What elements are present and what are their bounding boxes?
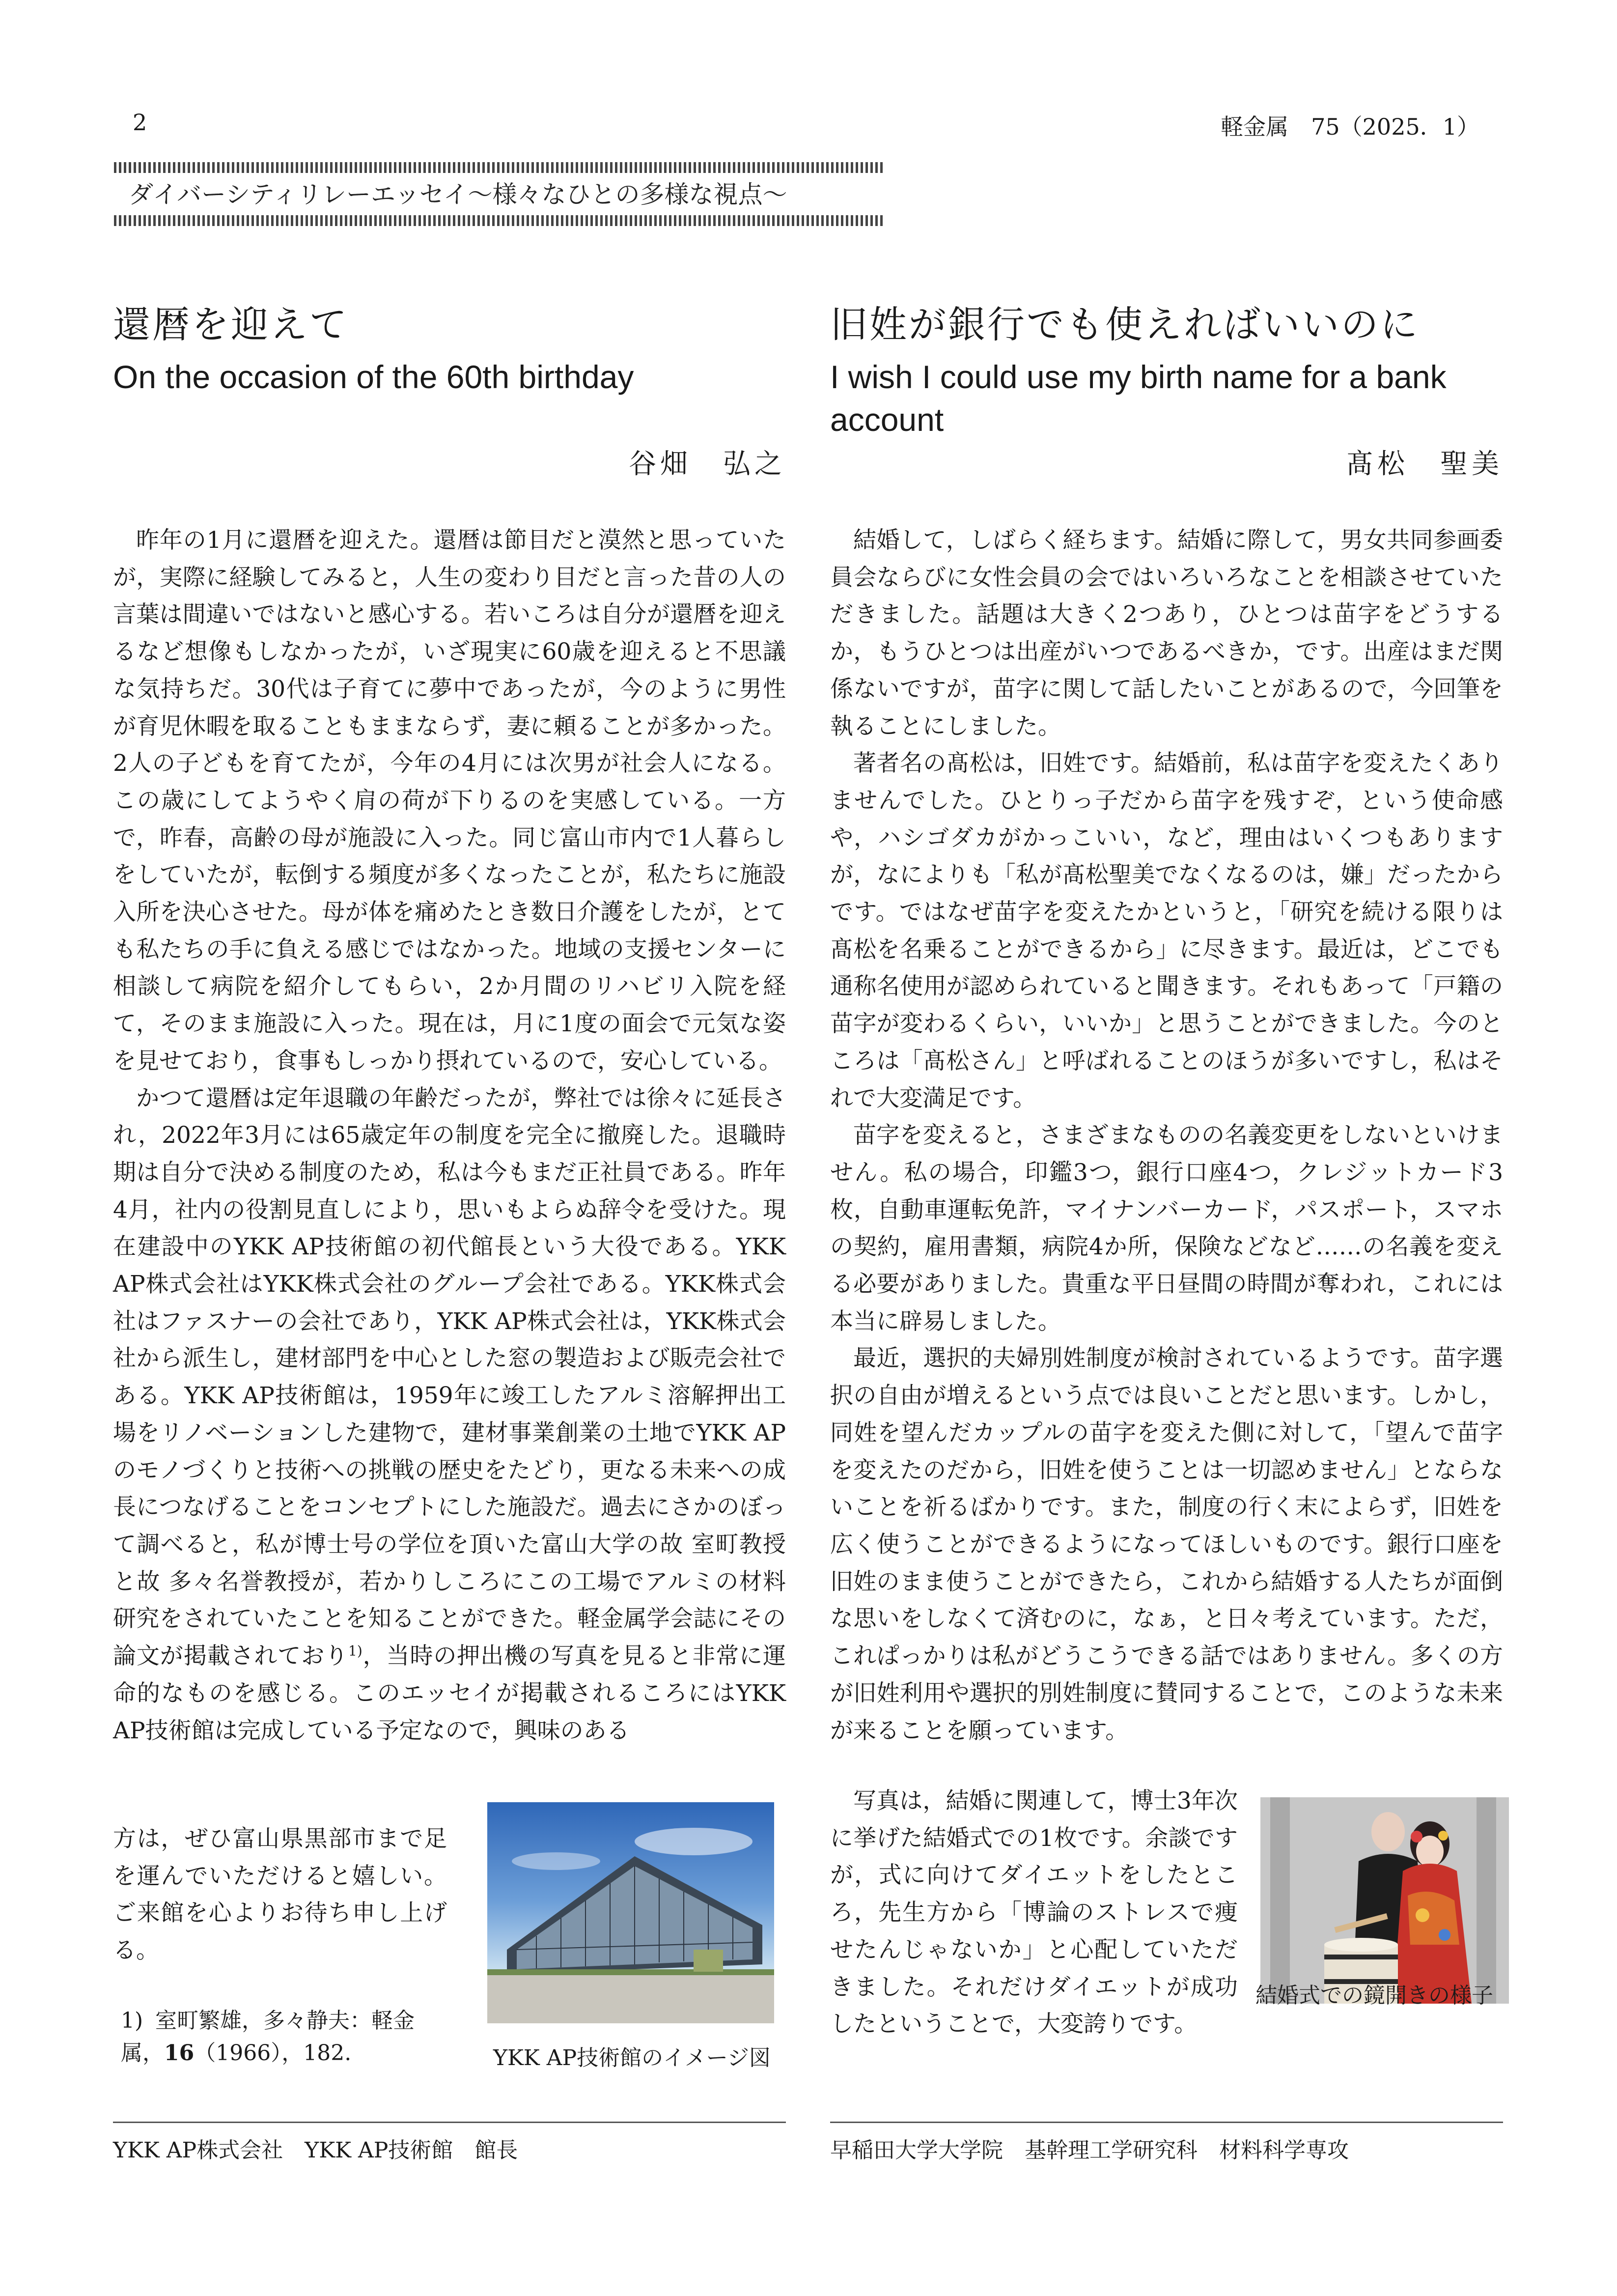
left-title-en: On the occasion of the 60th birthday (113, 359, 634, 395)
right-title-ja: 旧姓が銀行でも使えればいいのに (830, 303, 1420, 346)
banner-top-stripe (114, 162, 884, 173)
wedding-photo-caption: 結婚式での鏡開きの様子 (1255, 1983, 1493, 2008)
footnote-text-b: （1966），182. (194, 2041, 352, 2066)
journal-citation: 軽金属 75（2025．1） (1221, 113, 1479, 140)
right-affiliation: 早稲田大学大学院 基幹理工学研究科 材料科学専攻 (830, 2138, 1349, 2163)
footnote (121, 2005, 440, 2069)
wedding-illustration (1260, 1797, 1509, 2004)
right-paragraph-1: 結婚して，しばらく経ちます。結婚に際して，男女共同参画委員会ならびに女性会員の会ではいろいろなことを相談させていただきました。話題は大きく2つあり，ひとつは苗字をどうするか，もうひとつは出産がいつであるべきか，です。出産はまだ関係ないですが，苗字に関して話したいことがあるので，今回筆を執ることにしました。 (830, 527, 1503, 740)
footnote-ref: 1) (348, 1643, 362, 1659)
left-paragraph-2a: かつて還暦は定年退職の年齢だったが，弊社では徐々に延長され，2022年3月には65歳定年の制度を完全に撤廃した。退職時期は自分で決める制度のため，私は今もまだ正社員である。昨年4月，社内の役割見直しにより，思いもよらぬ辞令を受けた。現在建設中のYKK AP技術館の初代館長という大役である。YKK AP株式会社はYKK株式会社のグループ会社である。YKK株式会社はファスナーの会社であり，YKK AP株式会社は，YKK株式会社から派生し，建材部門を中心とした窓の製造および販売会社である。YKK AP技術館は，1959年に竣工したアルミ溶解押出工場をリノベーションした建物で，建材事業創業の土地でYKK APのモノづくりと技術への挑戦の歴史をたどり，更なる未来への成長につなげることをコンセプトにした施設だ。過去にさかのぼって調べると，私が博士号の学位を頂いた富山大学の故 室町教授と故 多々名誉教授が，若かりしころにこの工場でアルミの材料研究をされていたことを知ることができた。軽金属学会誌にその論文が掲載されており (113, 1084, 786, 1670)
left-footer-rule (113, 2122, 786, 2123)
right-paragraph-3: 苗字を変えると，さまざまなものの名義変更をしないといけません。私の場合，印鑑3つ，銀行口座4つ，クレジットカード3枚，自動車運転免許，マイナンバーカード，パスポート，スマホの契約，雇用書類，病院4か所，保険などなど……の名義を変える必要がありました。貴重な平日昼間の時間が奪われ，これには本当に辟易しました。 (830, 1122, 1503, 1335)
right-body (830, 522, 1503, 1749)
right-body-continued (830, 1783, 1238, 2043)
left-author: 谷畑 弘之 (629, 448, 786, 480)
building-photo (487, 1802, 774, 2023)
left-paragraph-2b: ，当時の押出機の写真を見ると非常に運命的なものを感じる。このエッセイが掲載されるころにはYKK AP技術館は完成している予定なので，興味のある (113, 1643, 786, 1744)
footnote-volume: 16 (164, 2041, 195, 2066)
right-title-en-line2: account (830, 401, 944, 438)
page-number: 2 (133, 109, 147, 136)
left-body-continued (113, 1820, 447, 1969)
footnote-number: 1) (121, 2008, 143, 2033)
building-illustration (487, 1802, 774, 2023)
right-paragraph-5: 写真は，結婚に関連して，博士3年次に挙げた結婚式での1枚です。余談ですが，式に向けてダイエットをしたところ，先生方から「博論のストレスで痩せたんじゃないか」と心配していただきました。それだけダイエットが成功したということで，大変誇りです。 (830, 1787, 1238, 2038)
wedding-photo (1260, 1797, 1509, 2004)
footnote-text-a: 室町繁雄，多々静夫：軽金属， (121, 2008, 415, 2066)
left-affiliation: YKK AP株式会社 YKK AP技術館 館長 (113, 2138, 518, 2163)
right-footer-rule (830, 2122, 1503, 2123)
right-title-en-line1: I wish I could use my birth name for a bank (830, 359, 1447, 395)
right-paragraph-2: 著者名の髙松は，旧姓です。結婚前，私は苗字を変えたくありませんでした。ひとりっ子だから苗字を残すぞ，という使命感や，ハシゴダカがかっこいい，など，理由はいくつもありますが，なによりも「私が髙松聖美でなくなるのは，嫌」だったからです。ではなぜ苗字を変えたかというと，「研究を続ける限りは髙松を名乗ることができるから」に尽きます。最近は，どこでも通称名使用が認められていると聞きます。それもあって「戸籍の苗字が変わるくらい，いいか」と思うことができました。今のところは「髙松さん」と呼ばれることのほうが多いですし，私はそれで大変満足です。 (830, 750, 1503, 1112)
left-paragraph-2 (113, 1080, 786, 1750)
banner-title: ダイバーシティリレーエッセイ～様々なひとの多様な視点～ (129, 180, 787, 209)
building-photo-caption: YKK AP技術館のイメージ図 (493, 2045, 771, 2070)
left-title-ja: 還暦を迎えて (113, 303, 349, 346)
right-paragraph-4: 最近，選択的夫婦別姓制度が検討されているようです。苗字選択の自由が増えるという点では良いことだと思います。しかし，同姓を望んだカップルの苗字を変えた側に対して，「望んで苗字を変えたのだから，旧姓を使うことは一切認めません」とならないことを祈るばかりです。また，制度の行く末によらず，旧姓を広く使うことができるようになってほしいものです。銀行口座を旧姓のまま使うことができたら，これから結婚する人たちが面倒な思いをしなくて済むのに，なぁ，と日々考えています。ただ，これぱっかりは私がどうこうできる話ではありません。多くの方が旧姓利用や選択的別姓制度に賛同することで，このような未来が来ることを願っています。 (830, 1345, 1503, 1744)
right-author: 髙松 聖美 (1346, 448, 1503, 480)
left-paragraph-1: 昨年の1月に還暦を迎えた。還暦は節目だと漠然と思っていたが，実際に経験してみると，人生の変わり目だと言った昔の人の言葉は間違いではないと感心する。若いころは自分が還暦を迎えるなど想像もしなかったが，いざ現実に60歳を迎えると不思議な気持ちだ。30代は子育てに夢中であったが，今のように男性が育児休暇を取ることもままならず，妻に頼ることが多かった。2人の子どもを育てたが，今年の4月には次男が社会人になる。この歳にしてようやく肩の荷が下りるのを実感している。一方で，昨春，高齢の母が施設に入った。同じ富山市内で1人暮らしをしていたが，転倒する頻度が多くなったことが，私たちに施設入所を決心させた。母が体を痛めたとき数日介護をしたが，とても私たちの手に負える感じではなかった。地域の支援センターに相談して病院を紹介してもらい，2か月間のリハビリ入院を経て，そのまま施設に入った。現在は，月に1度の面会で元気な姿を見せており，食事もしっかり摂れているので，安心している。 (113, 527, 786, 1075)
left-paragraph-2c: 方は，ぜひ富山県黒部市まで足を運んでいただけると嬉しい。ご来館を心よりお待ち申し上げる。 (113, 1825, 447, 1964)
banner-bottom-stripe (114, 215, 884, 226)
left-body (113, 522, 786, 1749)
